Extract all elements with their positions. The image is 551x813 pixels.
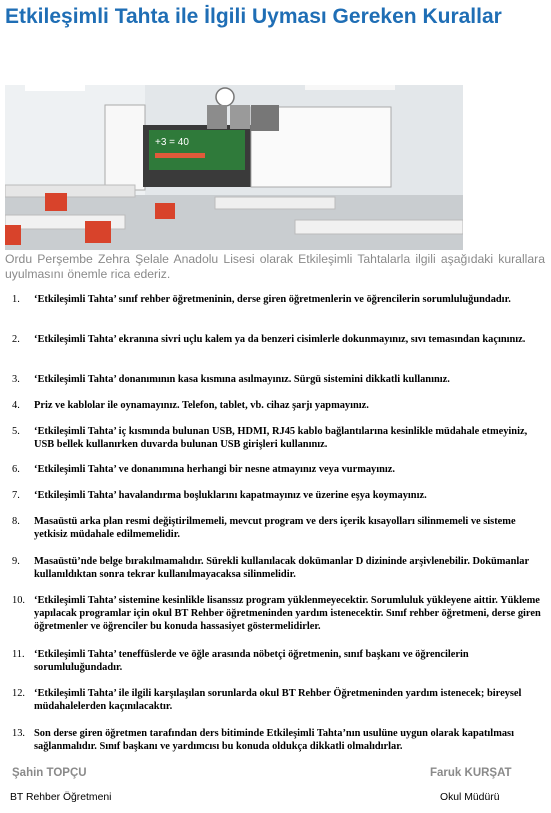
- rule-number: 12.: [12, 688, 25, 699]
- intro-paragraph: Ordu Perşembe Zehra Şelale Anadolu Lisesi olarak Etkileşimli Tahtalarla ilgili aşağıdaki kurallara uyulmasını önemle rica ederiz.: [5, 252, 545, 281]
- rule-text: ‘Etkileşimli Tahta’ teneffüslerde ve öğle arasında nöbetçi öğretmenin, sınıf başkanı ve öğrencilerin sorumluluğundadır.: [34, 649, 469, 673]
- chair-icon: [45, 193, 67, 211]
- rule-text: Son derse giren öğretmen tarafından ders bitiminde Etkileşimli Tahta’nın usulüne uygun olarak kapatılması sağlanmalıdır. Sınıf başkanı ve yardımcısı bu konuda oldukça dikkatli olmalıdırlar.: [34, 728, 514, 752]
- signature-right-name: Faruk KURŞAT: [430, 767, 512, 779]
- rule-text: Priz ve kablolar ile oynamayınız. Telefon, tablet, vb. cihaz şarjı yapmayınız.: [34, 400, 369, 411]
- rule-number: 2.: [12, 334, 20, 345]
- rule-number: 10.: [12, 595, 25, 606]
- rule-text: ‘Etkileşimli Tahta’ ekranına sivri uçlu kalem ya da benzeri cisimlerle dokunmayınız, sıvı temasından kaçınınız.: [34, 334, 526, 345]
- poster-icon: [251, 105, 279, 131]
- rule-text: Masaüstü’nde belge bırakılmamalıdır. Sürekli kullanılacak dokümanlar D dizininde arşivlenebilir. Dokümanlar kullanıldıktan sonra tekrar kullanılmayacaksa silinmelidir.: [34, 556, 529, 580]
- rule-number: 5.: [12, 426, 20, 437]
- rule-number: 7.: [12, 490, 20, 501]
- rule-number: 13.: [12, 728, 25, 739]
- rule-number: 6.: [12, 464, 20, 475]
- rule-number: 11.: [12, 649, 25, 660]
- rule-text: ‘Etkileşimli Tahta’ sınıf rehber öğretmeninin, derse giren öğretmenlerin ve öğrencilerin sorumluluğundadır.: [34, 294, 511, 305]
- rule-number: 8.: [12, 516, 20, 527]
- rule-text: ‘Etkileşimli Tahta’ iç kısmında bulunan USB, HDMI, RJ45 kablo bağlantılarına kesinlikle müdahale etmeyiniz, USB bellek kullanırken duvarda bulunan USB girişleri kullanınız.: [34, 426, 528, 450]
- chair-icon: [85, 221, 111, 243]
- rule-number: 1.: [12, 294, 20, 305]
- rule-text: ‘Etkileşimli Tahta’ donanımının kasa kısmına asılmayınız. Sürgü sistemini dikkatli kullanınız.: [34, 374, 450, 385]
- rule-text: Masaüstü arka plan resmi değiştirilmemeli, mevcut program ve ders içerik kısayolları silinmemeli ve sisteme yetkisiz müdahale edilmemelidir.: [34, 516, 516, 540]
- rule-number: 9.: [12, 556, 20, 567]
- rule-text: ‘Etkileşimli Tahta’ ve donanımına herhangi bir nesne atmayınız veya vurmayınız.: [34, 464, 396, 475]
- poster-icon: [230, 105, 250, 129]
- poster-icon: [207, 105, 227, 129]
- rule-text: ‘Etkileşimli Tahta’ havalandırma boşluklarını kapatmayınız ve üzerine eşya koymayınız.: [34, 490, 427, 501]
- chair-icon: [5, 225, 21, 245]
- signature-left-role: BT Rehber Öğretmeni: [10, 792, 112, 803]
- signature-left-name: Şahin TOPÇU: [12, 767, 87, 779]
- chair-icon: [155, 203, 175, 219]
- rule-text: ‘Etkileşimli Tahta’ sistemine kesinlikle lisanssız program yüklenmeyecektir. Sorumluluk yükleyene aittir. Yükleme yapılacak programlar için okul BT Rehber öğretmeninden yardım istenecektir. Sınıf rehber öğretmeni, derse giren öğretmenler ve öğrenciler bu konuda hassasiyet göstermelidirler.: [34, 595, 541, 632]
- page-title: Etkileşimli Tahta ile İlgili Uyması Gereken Kurallar: [5, 5, 502, 28]
- signature-right-role: Okul Müdürü: [440, 792, 500, 803]
- rule-text: ‘Etkileşimli Tahta’ ile ilgili karşılaşılan sorunlarda okul BT Rehber Öğretmeninden yardım istenecek; bireysel müdahalelerden kaçınılacaktır.: [34, 688, 522, 712]
- rule-number: 3.: [12, 374, 20, 385]
- rule-number: 4.: [12, 400, 20, 411]
- board-text: +3 = 40: [155, 137, 189, 148]
- classroom-photo: [5, 85, 463, 250]
